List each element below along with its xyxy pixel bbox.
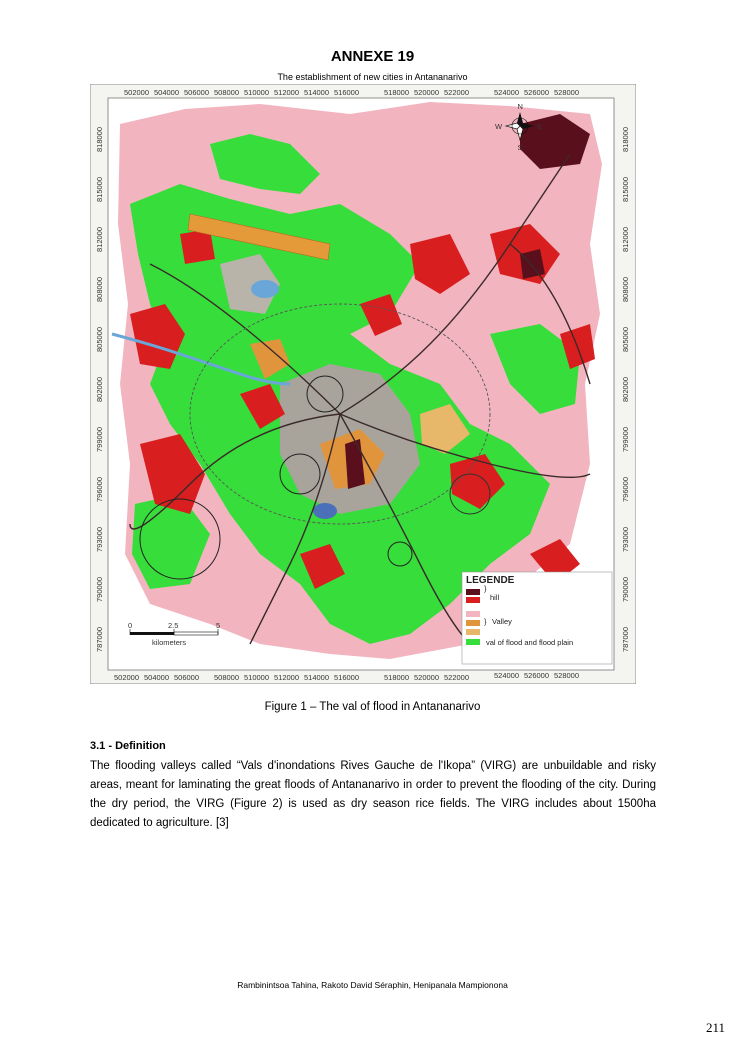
legend-swatch-flood <box>466 639 480 645</box>
y-tick-label: 793000 <box>621 526 630 552</box>
x-tick-label: 504000 <box>144 673 170 682</box>
x-tick-label: 512000 <box>274 88 300 97</box>
legend-swatch-valley-tan <box>466 629 480 635</box>
x-tick-label: 522000 <box>444 88 470 97</box>
compass-n: N <box>517 102 523 111</box>
x-tick-label: 508000 <box>214 88 240 97</box>
figure-caption: Figure 1 – The val of flood in Antananarivo <box>264 701 481 713</box>
legend-swatch-hill-dark <box>466 589 480 595</box>
x-tick-label: 510000 <box>244 673 270 682</box>
y-tick-label: 799000 <box>621 426 630 452</box>
compass-w: W <box>495 122 503 131</box>
compass-e: E <box>537 122 543 131</box>
x-tick-label: 508000 <box>214 673 240 682</box>
legend-brace: } <box>484 584 487 593</box>
page-number: 211 <box>705 1020 725 1035</box>
lake <box>251 280 279 298</box>
x-tick-label: 526000 <box>524 671 550 680</box>
legend-swatch-valley-pink <box>466 611 480 617</box>
x-tick-label: 528000 <box>554 88 580 97</box>
scale-label-end: 5 <box>216 621 221 630</box>
compass-s: S <box>517 143 523 152</box>
x-tick-label: 526000 <box>524 88 550 97</box>
x-tick-label: 506000 <box>184 88 210 97</box>
y-tick-label: 790000 <box>621 576 630 602</box>
body-paragraph: The flooding valleys called “Vals d'inondations Rives Gauche de l'Ikopa” (VIRG) are unbuildable and risky areas, meant for laminating the great floods of Antananarivo in order to prevent the flooding of the city. During the dry period, the VIRG (Figure 2) is used as dry season rice fields. The VIRG includes about 1500ha dedicated to agriculture. [3] <box>90 760 656 829</box>
y-tick-label: 787000 <box>621 626 630 652</box>
y-tick-label: 799000 <box>95 426 104 452</box>
x-tick-label: 502000 <box>124 88 150 97</box>
legend-label-hill: hill <box>490 593 500 602</box>
x-tick-label: 506000 <box>174 673 200 682</box>
y-tick-label: 818000 <box>621 126 630 152</box>
x-tick-label: 520000 <box>414 88 440 97</box>
y-tick-label: 818000 <box>95 126 104 152</box>
figure-subtitle: The establishment of new cities in Antananarivo <box>277 72 468 82</box>
x-axis-top <box>124 88 579 97</box>
x-tick-label: 520000 <box>414 673 440 682</box>
annex-title: ANNEXE 19 <box>330 48 415 65</box>
legend-label-flood: val of flood and flood plain <box>486 638 574 647</box>
y-tick-label: 802000 <box>621 376 630 402</box>
map-legend <box>462 572 612 664</box>
x-tick-label: 524000 <box>494 88 520 97</box>
y-tick-label: 812000 <box>95 226 104 252</box>
x-tick-label: 512000 <box>274 673 300 682</box>
y-tick-label: 815000 <box>95 176 104 202</box>
y-tick-label: 790000 <box>95 576 104 602</box>
y-tick-label: 805000 <box>621 326 630 352</box>
legend-swatch-hill-red <box>466 597 480 603</box>
x-tick-label: 502000 <box>114 673 140 682</box>
page-footer-authors: Rambinintsoa Tahina, Rakoto David Séraphin, Henipanala Mampionona <box>237 980 508 990</box>
x-tick-label: 518000 <box>384 88 410 97</box>
scale-unit: kilometers <box>152 638 187 647</box>
scale-label-0: 0 <box>128 621 133 630</box>
flood-map-figure <box>90 84 636 684</box>
legend-brace: } <box>484 617 487 626</box>
legend-label-valley: Valley <box>492 617 512 626</box>
x-tick-label: 528000 <box>554 671 580 680</box>
x-tick-label: 510000 <box>244 88 270 97</box>
scale-label-mid: 2.5 <box>168 621 179 630</box>
section-heading: 3.1 - Definition <box>90 740 166 752</box>
y-tick-label: 802000 <box>95 376 104 402</box>
y-tick-label: 796000 <box>621 476 630 502</box>
x-tick-label: 514000 <box>304 88 330 97</box>
legend-title: LEGENDE <box>466 575 515 586</box>
y-tick-label: 808000 <box>621 276 630 302</box>
flood-map <box>90 84 636 684</box>
x-tick-label: 518000 <box>384 673 410 682</box>
legend-swatch-valley-orange <box>466 620 480 626</box>
y-tick-label: 787000 <box>95 626 104 652</box>
x-tick-label: 504000 <box>154 88 180 97</box>
x-tick-label: 522000 <box>444 673 470 682</box>
y-tick-label: 808000 <box>95 276 104 302</box>
y-tick-label: 793000 <box>95 526 104 552</box>
x-tick-label: 516000 <box>334 88 360 97</box>
y-tick-label: 815000 <box>621 176 630 202</box>
x-tick-label: 524000 <box>494 671 520 680</box>
y-tick-label: 796000 <box>95 476 104 502</box>
x-tick-label: 516000 <box>334 673 360 682</box>
x-tick-label: 514000 <box>304 673 330 682</box>
y-tick-label: 812000 <box>621 226 630 252</box>
lake <box>313 503 337 519</box>
y-tick-label: 805000 <box>95 326 104 352</box>
